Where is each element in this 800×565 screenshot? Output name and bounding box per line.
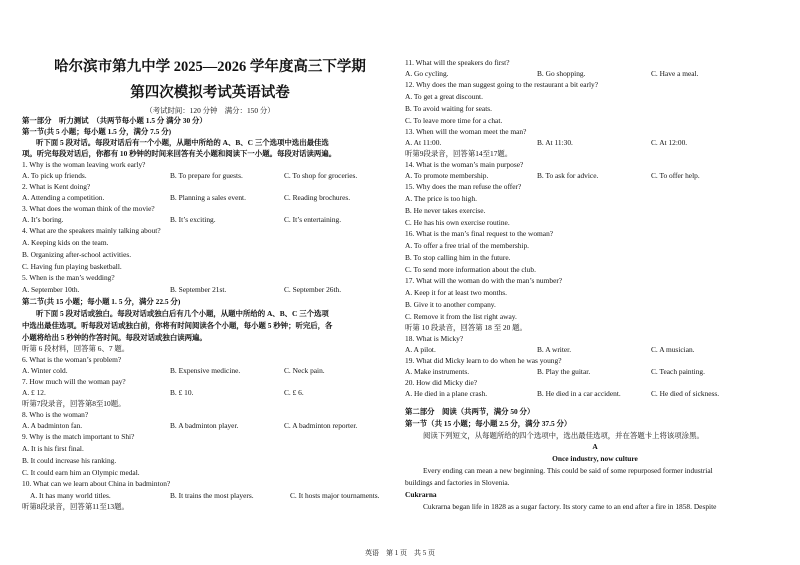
option-c: C. A musician. (651, 345, 695, 354)
option-a: A. Make instruments. (405, 367, 470, 376)
option-a: A. Winter cold. (22, 366, 68, 375)
passage-title: Once industry, now culture (552, 454, 638, 463)
option-b: B. Planning a sales event. (170, 193, 246, 202)
question-17: 17. What will the woman do with the man’s number? (405, 276, 563, 285)
option-b: B. Go shopping. (537, 69, 586, 78)
option-a: A. To promote membership. (405, 171, 489, 180)
option-b: B. To prepare for guests. (170, 171, 243, 180)
question-5: 5. When is the man’s wedding? (22, 273, 115, 282)
dialogue-9-note: 听第9段录音，回答第14至17题。 (405, 149, 513, 158)
question-9-option-a: A. It is his first final. (22, 444, 84, 453)
question-16-option-a: A. To offer a free trial of the membership. (405, 241, 529, 250)
question-17-option-b: B. Give it to another company. (405, 300, 496, 309)
question-9: 9. Why is the match important to Shi? (22, 432, 135, 441)
question-4-option-b: B. Organizing after-school activities. (22, 250, 132, 259)
section2-instructions-3: 小题将给出 5 秒钟的作答时间。每段对话或独白读两遍。 (22, 333, 207, 342)
section2-instructions-1: 听下面 5 段对话或独白。每段对话或独白后有几个小题，从题中所给的 A、B、C 三个选项 (36, 309, 329, 318)
question-2: 2. What is Kent doing? (22, 182, 91, 191)
question-14: 14. What is the woman’s main purpose? (405, 160, 524, 169)
option-b: B. It trains the most players. (170, 491, 254, 500)
option-c: C. Reading brochures. (284, 193, 351, 202)
section2-heading: 第二节(共 15 小题；每小题 1. 5 分，满分 22.5 分) (22, 297, 181, 306)
question-15-option-b: B. He never takes exercise. (405, 206, 486, 215)
passage-paragraph-1-line-1: Every ending can mean a new beginning. This could be said of some repurposed former industrial (423, 466, 713, 475)
question-13: 13. When will the woman meet the man? (405, 127, 527, 136)
option-c: C. September 26th. (284, 285, 342, 294)
option-a: A. September 10th. (22, 285, 80, 294)
question-12-option-b: B. To avoid waiting for seats. (405, 104, 492, 113)
question-1: 1. Why is the woman leaving work early? (22, 160, 146, 169)
question-17-option-c: C. Remove it from the list right away. (405, 312, 517, 321)
option-c: C. It’s entertaining. (284, 215, 342, 224)
question-18: 18. What is Micky? (405, 334, 464, 343)
option-c: C. To shop for groceries. (284, 171, 358, 180)
option-b: B. At 11:30. (537, 138, 573, 147)
option-b: B. Play the guitar. (537, 367, 591, 376)
question-15: 15. Why does the man refuse the offer? (405, 182, 522, 191)
passage-paragraph-2-line-1: Cukrarna began life in 1828 as a sugar factory. Its story came to an end after a fire in 1858. Despite (423, 502, 717, 511)
passage-subheading-cukrarna: Cukrarna (405, 490, 437, 499)
dialogue-7-note: 听第7段录音，回答第8至10题。 (22, 399, 126, 408)
option-c: C. Teach painting. (651, 367, 705, 376)
option-b: B. £ 10. (170, 388, 194, 397)
option-a: A. To pick up friends. (22, 171, 87, 180)
question-15-option-c: C. He has his own exercise routine. (405, 218, 510, 227)
option-a: A. It’s boring. (22, 215, 64, 224)
question-17-option-a: A. Keep it for at least two months. (405, 288, 508, 297)
question-4-option-c: C. Having fun playing basketball. (22, 262, 122, 271)
question-19: 19. What did Micky learn to do when he was young? (405, 356, 562, 365)
option-a: A. Attending a competition. (22, 193, 105, 202)
question-16: 16. What is the man’s final request to the woman? (405, 229, 554, 238)
option-b: B. A writer. (537, 345, 572, 354)
question-15-option-a: A. The price is too high. (405, 194, 477, 203)
section1-instructions-2: 项。听完每段对话后，你都有 10 秒钟的时间来回答有关小题和阅读下一小题。每段对话读两遍。 (22, 149, 337, 158)
question-16-option-b: B. To stop calling him in the future. (405, 253, 511, 262)
question-9-option-b: B. It could increase his ranking. (22, 456, 117, 465)
question-4-option-a: A. Keeping kids on the team. (22, 238, 109, 247)
question-4: 4. What are the speakers mainly talking about? (22, 226, 161, 235)
part2-instructions: 阅读下列短文，从每题所给的四个选项中，选出最佳选项，并在答题卡上将该项涂黑。 (423, 431, 704, 440)
option-b: B. It’s exciting. (170, 215, 216, 224)
option-b: B. A badminton player. (170, 421, 239, 430)
option-a: A. It has many world titles. (30, 491, 111, 500)
section2-instructions-2: 中选出最佳选项。听每段对话或独白前，你将有时间阅读各个小题，每小题 5 秒钟；听完后，各 (22, 321, 333, 330)
exam-info: （考试时间：120 分钟 满分：150 分） (145, 106, 275, 115)
option-c: C. At 12:00. (651, 138, 688, 147)
option-a: A. £ 12. (22, 388, 46, 397)
option-a: A. At 11:00. (405, 138, 442, 147)
section1-heading: 第一节(共 5 小题；每小题 1.5 分，满分 7.5 分) (22, 127, 172, 136)
question-9-option-c: C. It could earn him an Olympic medal. (22, 468, 140, 477)
question-11: 11. What will the speakers do first? (405, 58, 510, 67)
section1-instructions-1: 听下面 5 段对话。每段对话后有一个小题，从题中所给的 A、B、C 三个选项中选出最佳选 (36, 138, 329, 147)
option-a: A. A pilot. (405, 345, 436, 354)
option-c: C. Neck pain. (284, 366, 325, 375)
exam-title-line1: 哈尔滨市第九中学 2025—2026 学年度高三下学期 (54, 59, 366, 75)
option-c: C. A badminton reporter. (284, 421, 358, 430)
option-c: C. It hosts major tournaments. (290, 491, 380, 500)
option-a: A. Go cycling. (405, 69, 449, 78)
question-12: 12. Why does the man suggest going to the restaurant a bit early? (405, 80, 598, 89)
dialogue-8-note: 听第8段录音，回答第11至13题。 (22, 502, 129, 511)
option-c: C. He died of sickness. (651, 389, 720, 398)
part1-heading: 第一部分 听力测试 （共两节每小题 1.5 分 满分 30 分） (22, 116, 207, 125)
option-b: B. September 21st. (170, 285, 227, 294)
question-6: 6. What is the woman’s problem? (22, 355, 122, 364)
question-12-option-a: A. To get a great discount. (405, 92, 483, 101)
page-footer: 英语 第 1 页 共 5 页 (365, 549, 435, 557)
question-3: 3. What does the woman think of the movie? (22, 204, 155, 213)
option-b: B. Expensive medicine. (170, 366, 241, 375)
question-10: 10. What can we learn about China in badminton? (22, 479, 171, 488)
option-c: C. £ 6. (284, 388, 304, 397)
part2-section1-heading: 第一节（共 15 小题；每小题 2.5 分，满分 37.5 分） (405, 419, 572, 428)
passage-letter: A (592, 442, 598, 451)
dialogue-6-note: 听第 6 段材料，回答第 6、7 题。 (22, 344, 130, 353)
option-b: B. To ask for advice. (537, 171, 599, 180)
question-7: 7. How much will the woman pay? (22, 377, 126, 386)
option-c: C. To offer help. (651, 171, 700, 180)
question-20: 20. How did Micky die? (405, 378, 478, 387)
option-c: C. Have a meal. (651, 69, 699, 78)
passage-paragraph-1-line-2: buildings and factories in Slovenia. (405, 478, 510, 487)
exam-title-line2: 第四次模拟考试英语试卷 (130, 85, 290, 101)
dialogue-10-note: 听第 10 段录音，回答第 18 至 20 题。 (405, 323, 527, 332)
question-8: 8. Who is the woman? (22, 410, 89, 419)
option-a: A. He died in a plane crash. (405, 389, 488, 398)
question-16-option-c: C. To send more information about the club. (405, 265, 536, 274)
question-12-option-c: C. To leave more time for a chat. (405, 116, 503, 125)
option-a: A. A badminton fan. (22, 421, 83, 430)
option-b: B. He died in a car accident. (537, 389, 621, 398)
part2-heading: 第二部分 阅读（共两节，满分 50 分） (405, 407, 535, 416)
